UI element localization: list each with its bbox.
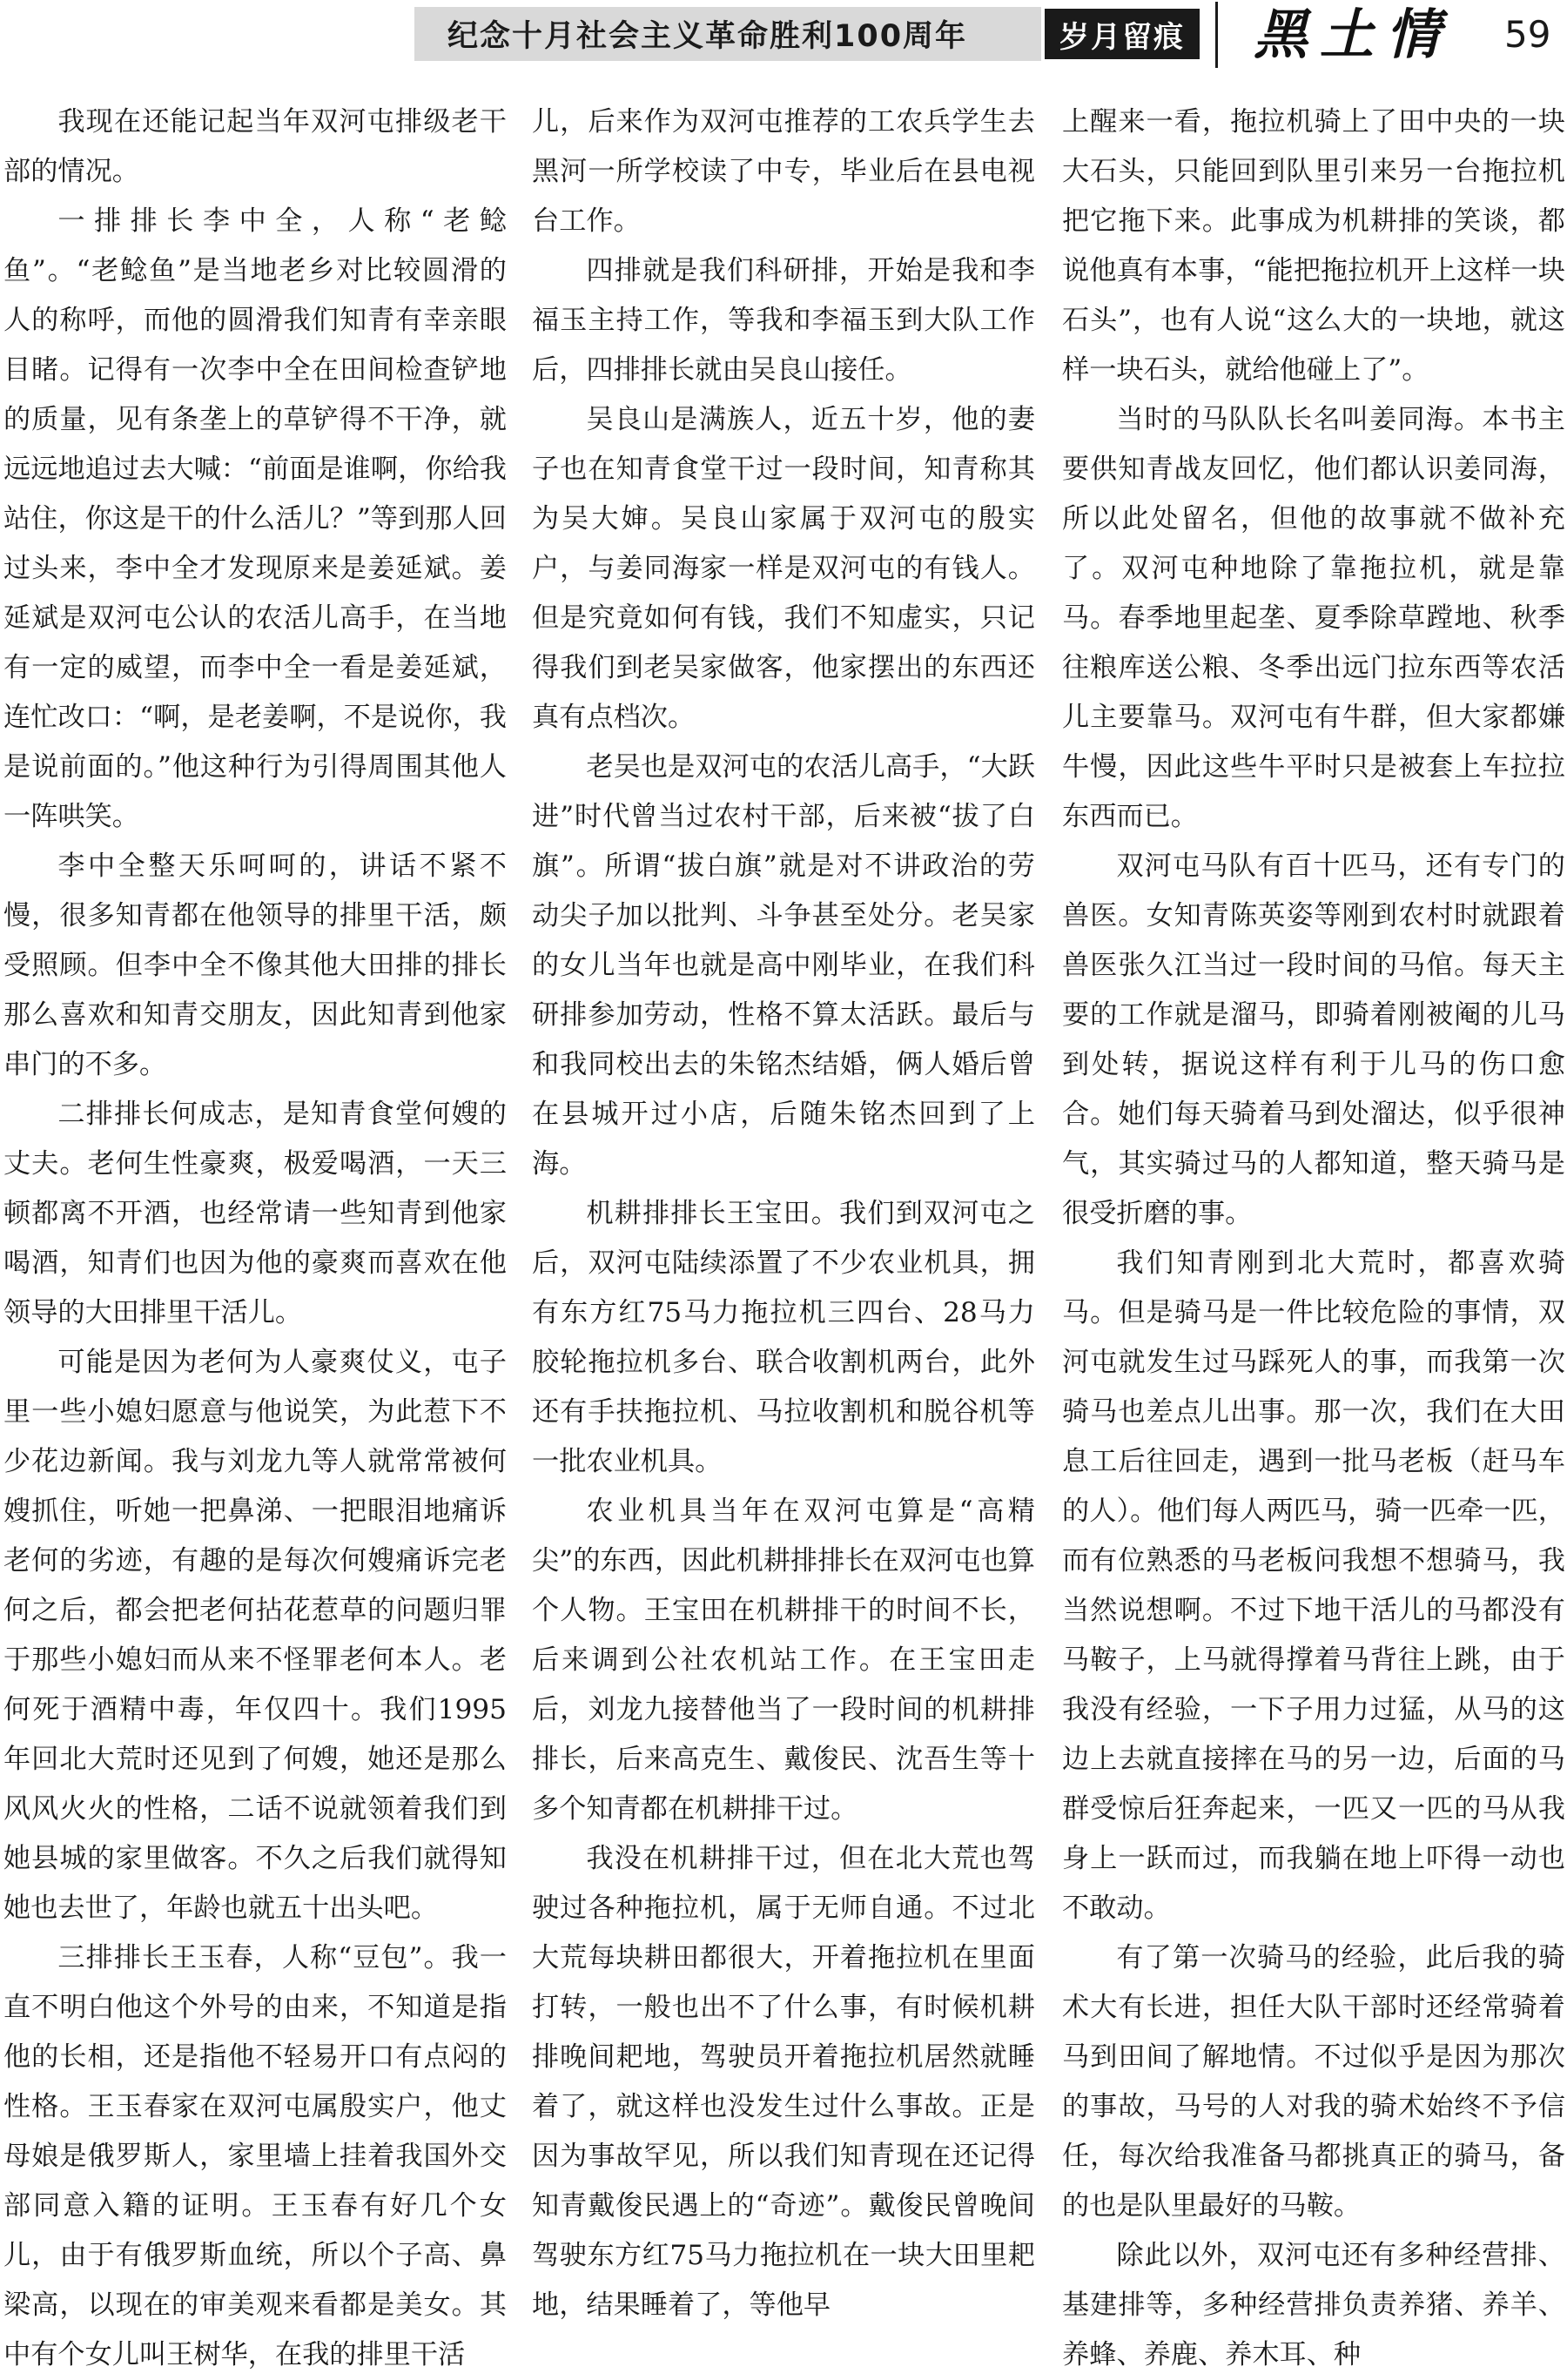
paragraph: 双河屯马队有百十匹马，还有专门的兽医。女知青陈英姿等刚到农村时就跟着兽医张久江当过一段时间的马倌。每天主要的工作就是溜马，即骑着刚被阉的儿马到处转，据说这样有利于儿马的伤口愈合。她们每天骑着马到处溜达，似乎很神气，其实骑过马的人都知道，整天骑马是很受折磨的事。 (1062, 850, 1565, 1229)
paragraph: 二排排长何成志，是知青食堂何嫂的丈夫。老何生性豪爽，极爱喝酒，一天三顿都离不开酒，也经常请一些知青到他家喝酒，知青们也因为他的豪爽而喜欢在他领导的大田排里干活儿。 (3, 1099, 507, 1328)
paragraph: 儿，后来作为双河屯推荐的工农兵学生去黑河一所学校读了中专，毕业后在县电视台工作。 (532, 106, 1035, 237)
header-title: 纪念十月社会主义革命胜利100周年 (447, 19, 968, 54)
paragraph: 李中全整天乐呵呵的，讲话不紧不慢，很多知青都在他领导的排里干活，颇受照顾。但李中全不像其他大田排的排长那么喜欢和知青交朋友，因此知青到他家串门的不多。 (3, 850, 507, 1080)
text-column-3 (1062, 97, 1565, 2370)
page-header (0, 0, 1567, 70)
paragraph: 上醒来一看，拖拉机骑上了田中央的一块大石头，只能回到队里引来另一台拖拉机把它拖下来。此事成为机耕排的笑谈，都说他真有本事，“能把拖拉机开上这样一块石头”，也有人说“这么大的一块地，就这样一块石头，就给他碰上了”。 (1062, 106, 1565, 386)
page-number: 59 (1504, 13, 1551, 56)
paragraph: 吴良山是满族人，近五十岁，他的妻子也在知青食堂干过一段时间，知青称其为吴大婶。吴良山家属于双河屯的殷实户，与姜同海家一样是双河屯的有钱人。但是究竟如何有钱，我们不知虚实，只记得我们到老吴家做客，他家摆出的东西还真有点档次。 (532, 404, 1035, 733)
header-divider (1215, 2, 1218, 68)
paragraph: 有了第一次骑马的经验，此后我的骑术大有长进，担任大队干部时还经常骑着马到田间了解地情。不过似乎是因为那次的事故，马号的人对我的骑术始终不予信任，每次给我准备马都挑真正的骑马，备的也是队里最好的马鞍。 (1062, 1942, 1565, 2222)
paragraph: 我们知青刚到北大荒时，都喜欢骑马。但是骑马是一件比较危险的事情，双河屯就发生过马踩死人的事，而我第一次骑马也差点儿出事。那一次，我们在大田息工后往回走，遇到一批马老板（赶马车的人）。他们每人两匹马，骑一匹牵一匹，而有位熟悉的马老板问我想不想骑马，我当然说想啊。不过下地干活儿的马都没有马鞍子，上马就得撑着马背往上跳，由于我没有经验，一下子用力过猛，从马的这边上去就直接摔在马的另一边，后面的马群受惊后狂奔起来，一匹又一匹的马从我身上一跃而过，而我躺在地上吓得一动也不敢动。 (1062, 1247, 1565, 1924)
paragraph: 可能是因为老何为人豪爽仗义，屯子里一些小媳妇愿意与他说笑，为此惹下不少花边新闻。我与刘龙九等人就常常被何嫂抓住，听她一把鼻涕、一把眼泪地痛诉老何的劣迹，有趣的是每次何嫂痛诉完老何之后，都会把老何拈花惹草的问题归罪于那些小媳妇而从来不怪罪老何本人。老何死于酒精中毒，年仅四十。我们1995年回北大荒时还见到了何嫂，她还是那么风风火火的性格，二话不说就领着我们到她县城的家里做客。不久之后我们就得知她也去世了，年龄也就五十出头吧。 (3, 1347, 507, 1924)
header-banner (414, 7, 1041, 61)
paragraph: 一排排长李中全，人称“老鲶鱼”。“老鲶鱼”是当地老乡对比较圆滑的人的称呼，而他的圆滑我们知青有幸亲眼目睹。记得有一次李中全在田间检查铲地的质量，见有条垄上的草铲得不干净，就远远地追过去大喊：“前面是谁啊，你给我站住，你这是干的什么活儿？”等到那人回过头来，李中全才发现原来是姜延斌。姜延斌是双河屯公认的农活儿高手，在当地有一定的威望，而李中全一看是姜延斌，连忙改口：“啊，是老姜啊，不是说你，我是说前面的。”他这种行为引得周围其他人一阵哄笑。 (3, 205, 507, 832)
section-label: 岁月留痕 (1045, 9, 1200, 59)
paragraph: 老吴也是双河屯的农活儿高手，“大跃进”时代曾当过农村干部，后来被“拔了白旗”。所谓“拔白旗”就是对不讲政治的劳动尖子加以批判、斗争甚至处分。老吴家的女儿当年也就是高中刚毕业，在我们科研排参加劳动，性格不算太活跃。最后与和我同校出去的朱铭杰结婚，俩人婚后曾在县城开过小店，后随朱铭杰回到了上海。 (532, 751, 1035, 1180)
text-column-1 (3, 97, 507, 2370)
magazine-brand-logo: 黑土情 (1254, 3, 1453, 66)
paragraph: 我现在还能记起当年双河屯排级老干部的情况。 (3, 106, 507, 187)
text-column-2 (532, 97, 1035, 2321)
paragraph: 农业机具当年在双河屯算是“高精尖”的东西，因此机耕排排长在双河屯也算个人物。王宝田在机耕排干的时间不长，后来调到公社农机站工作。在王宝田走后，刘龙九接替他当了一段时间的机耕排排长，后来高克生、戴俊民、沈吾生等十多个知青都在机耕排干过。 (532, 1496, 1035, 1825)
paragraph: 三排排长王玉春，人称“豆包”。我一直不明白他这个外号的由来，不知道是指他的长相，还是指他不轻易开口有点闷的性格。王玉春家在双河屯属殷实户，他丈母娘是俄罗斯人，家里墙上挂着我国外交部同意入籍的证明。王玉春有好几个女儿，由于有俄罗斯血统，所以个子高、鼻梁高，以现在的审美观来看都是美女。其中有个女儿叫王树华，在我的排里干活 (3, 1942, 507, 2370)
paragraph: 除此以外，双河屯还有多种经营排、基建排等，多种经营排负责养猪、养羊、养蜂、养鹿、养木耳、种 (1062, 2240, 1565, 2370)
paragraph: 当时的马队队长名叫姜同海。本书主要供知青战友回忆，他们都认识姜同海，所以此处留名，但他的故事就不做补充了。双河屯种地除了靠拖拉机，就是靠马。春季地里起垄、夏季除草蹚地、秋季往粮库送公粮、冬季出远门拉东西等农活儿主要靠马。双河屯有牛群，但大家都嫌牛慢，因此这些牛平时只是被套上车拉拉东西而已。 (1062, 404, 1565, 832)
paragraph: 我没在机耕排干过，但在北大荒也驾驶过各种拖拉机，属于无师自通。不过北大荒每块耕田都很大，开着拖拉机在里面打转，一般也出不了什么事，有时候机耕排晚间耙地，驾驶员开着拖拉机居然就睡着了，就这样也没发生过什么事故。正是因为事故罕见，所以我们知青现在还记得知青戴俊民遇上的“奇迹”。戴俊民曾晚间驾驶东方红75马力拖拉机在一块大田里耙地，结果睡着了，等他早 (532, 1843, 1035, 2321)
paragraph: 机耕排排长王宝田。我们到双河屯之后，双河屯陆续添置了不少农业机具，拥有东方红75马力拖拉机三四台、28马力胶轮拖拉机多台、联合收割机两台，此外还有手扶拖拉机、马拉收割机和脱谷机等一批农业机具。 (532, 1198, 1035, 1477)
paragraph: 四排就是我们科研排，开始是我和李福玉主持工作，等我和李福玉到大队工作后，四排排长就由吴良山接任。 (532, 255, 1035, 386)
